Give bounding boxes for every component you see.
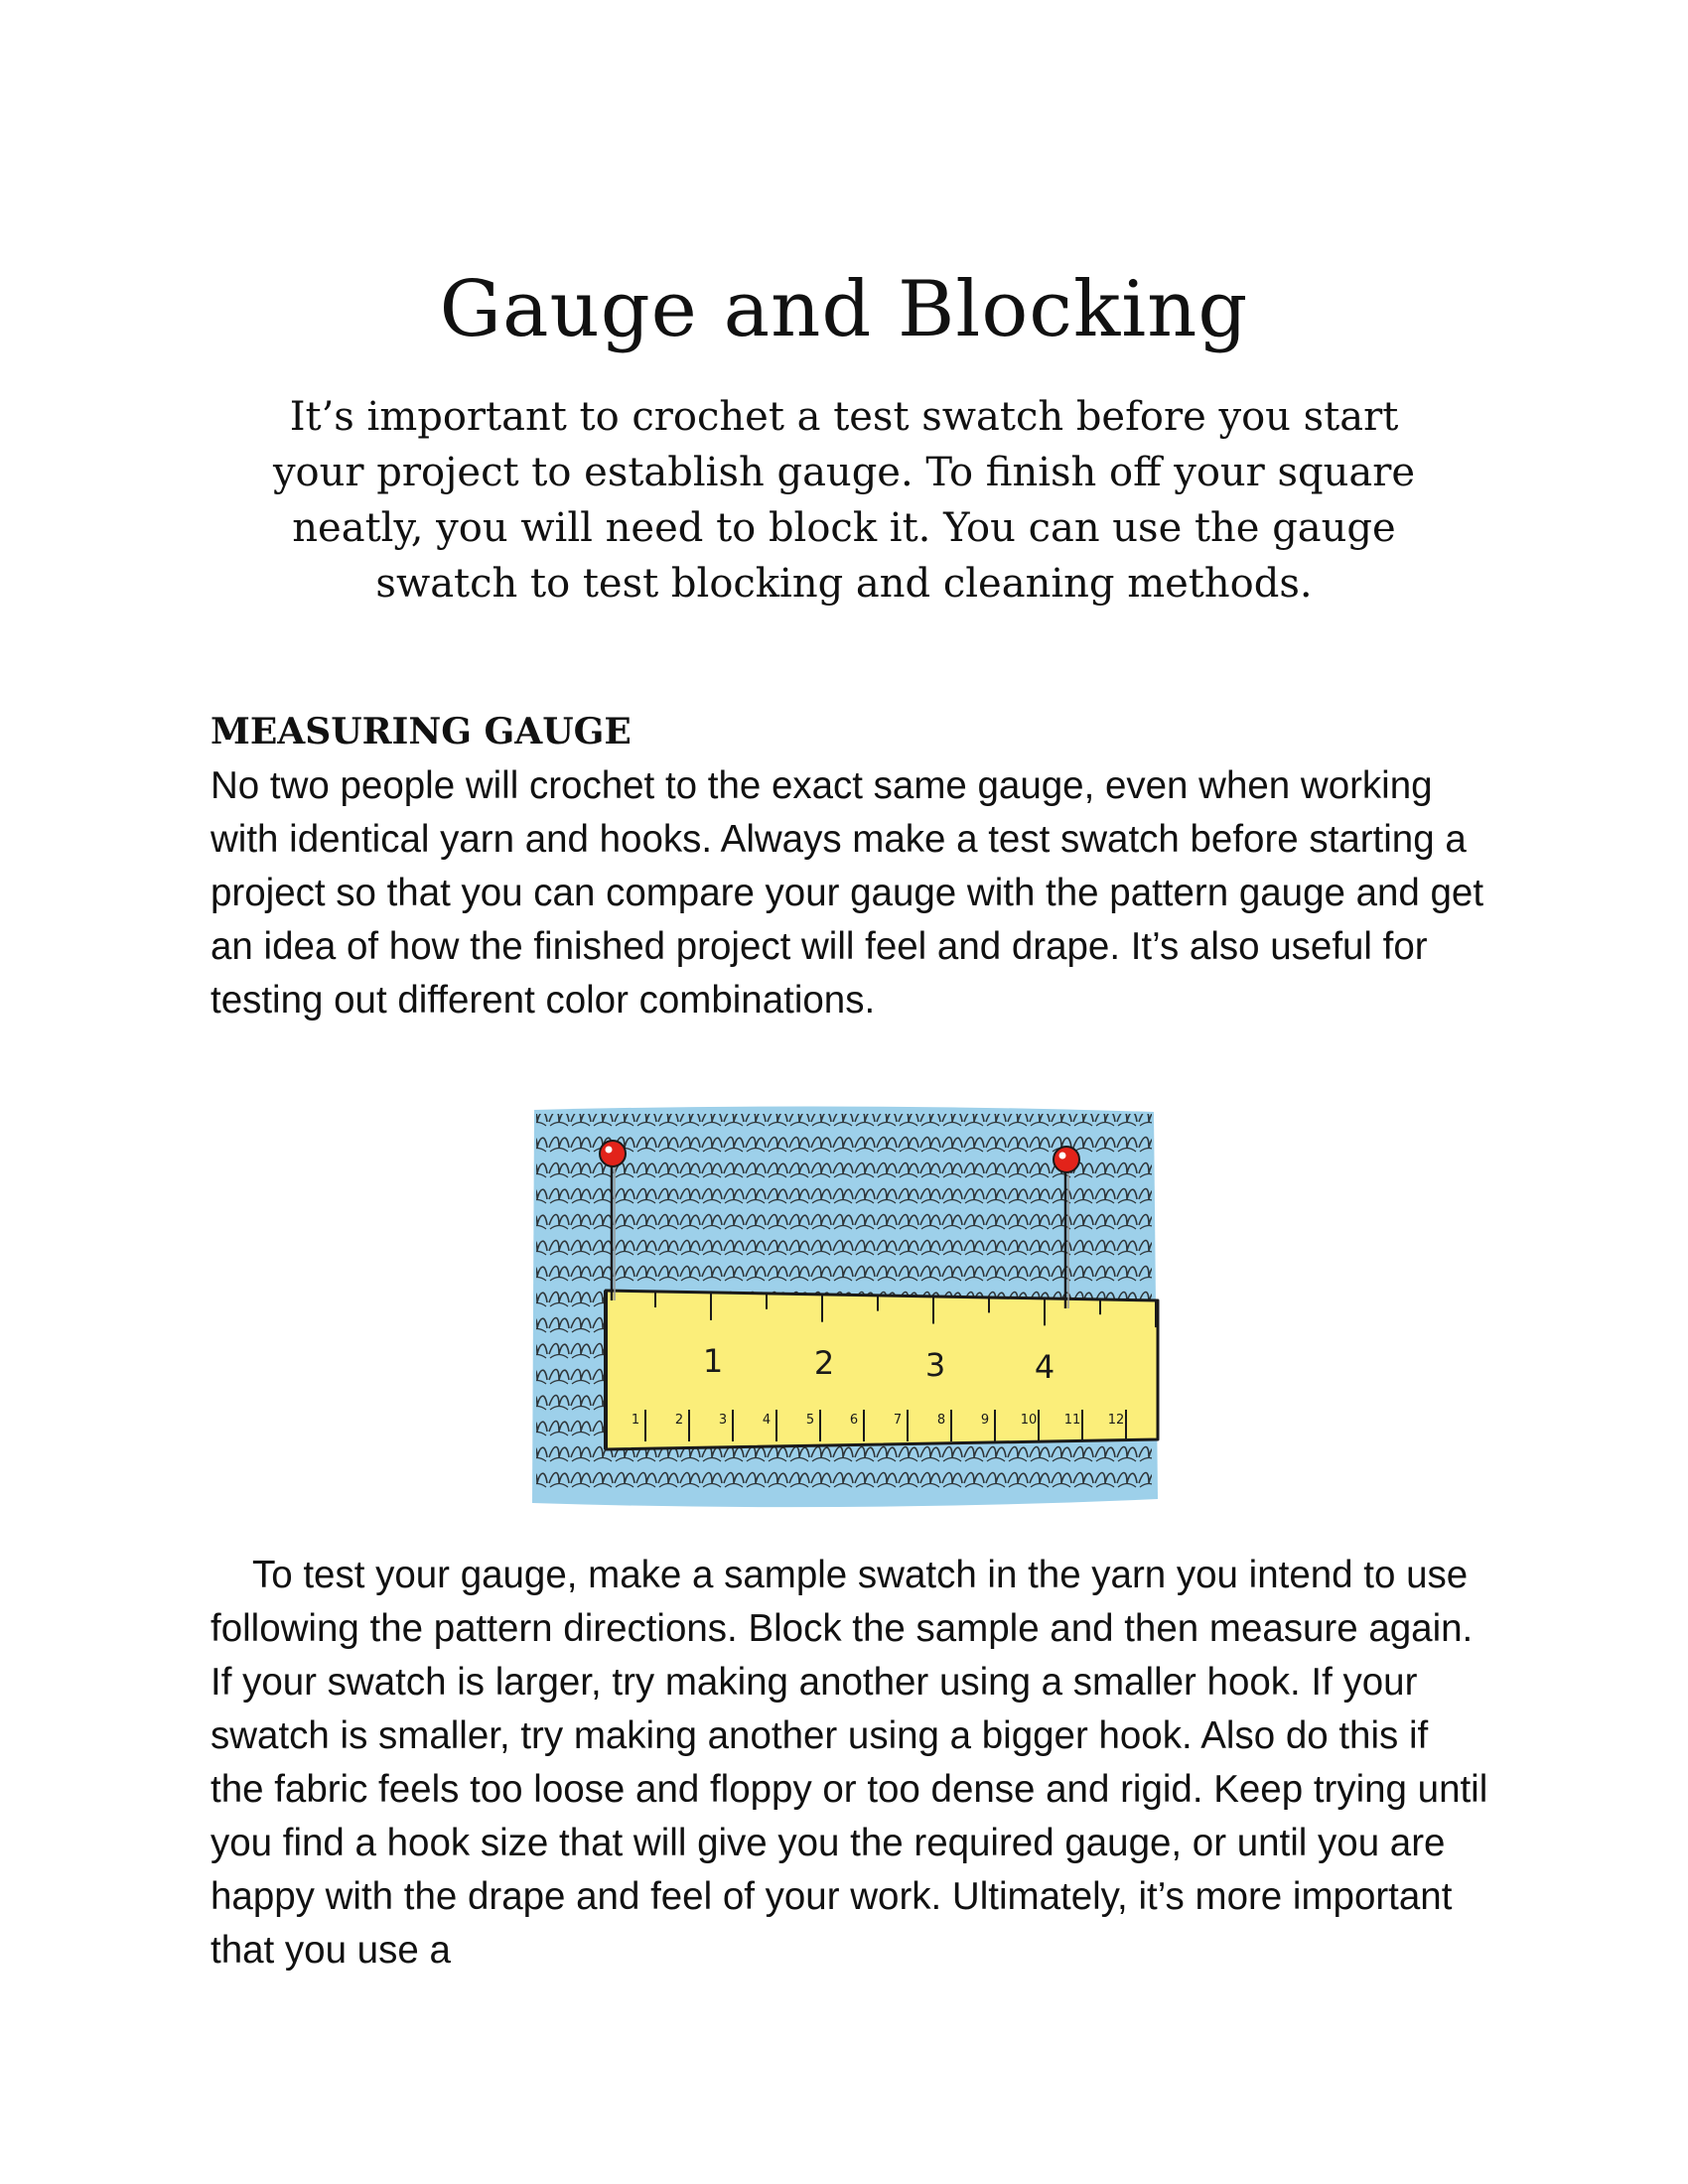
cm-label-6: 6 xyxy=(849,1413,859,1428)
cm-label-1: 1 xyxy=(631,1413,640,1428)
inch-label-1: 1 xyxy=(702,1342,724,1380)
body-paragraph-2: To test your gauge, make a sample swatch in the yarn you intend to use following the pattern directions. Block the sample and then measure again. If your swatch is larger, try making another using a smaller hook. If your swatch is smaller, try making another using a bigger hook. Also do this if the fabric feels too loose and floppy or too dense and rigid. Keep trying until you find a hook size that will give you the required gauge, or until you are happy with the drape and feel of your work. Ultimately, it’s more important that you use a xyxy=(211,1554,1488,1972)
page-title: Gauge and Blocking xyxy=(439,265,1249,354)
cm-label-3: 3 xyxy=(718,1413,728,1428)
cm-label-9: 9 xyxy=(980,1413,990,1428)
section-heading: MEASURING GAUGE xyxy=(211,711,632,752)
cm-label-2: 2 xyxy=(674,1413,684,1428)
cm-label-10: 10 xyxy=(1020,1413,1038,1428)
inch-label-2: 2 xyxy=(813,1344,835,1382)
gauge-swatch-illustration xyxy=(526,1102,1162,1519)
cm-label-7: 7 xyxy=(893,1413,903,1428)
cm-label-12: 12 xyxy=(1107,1413,1125,1428)
cm-label-4: 4 xyxy=(762,1413,772,1428)
body-paragraph-1: No two people will crochet to the exact same gauge, even when working with identical yarn and hooks. Always make a test swatch before starting a project so that you can compare your gauge with the pattern gauge and get an idea of how the finished project will feel and drape. It’s also useful for testing out different color combinations. xyxy=(211,764,1484,1022)
cm-label-8: 8 xyxy=(936,1413,946,1428)
intro-text: It’s important to crochet a test swatch before you start your project to establish gauge. To finish off your square neatly, you will need to block it. You can use the gauge swatch to test blocking and cleaning methods. xyxy=(272,394,1416,607)
cm-label-11: 11 xyxy=(1063,1413,1081,1428)
inch-label-4: 4 xyxy=(1034,1348,1055,1386)
inch-label-3: 3 xyxy=(924,1346,946,1384)
cm-label-5: 5 xyxy=(805,1413,815,1428)
